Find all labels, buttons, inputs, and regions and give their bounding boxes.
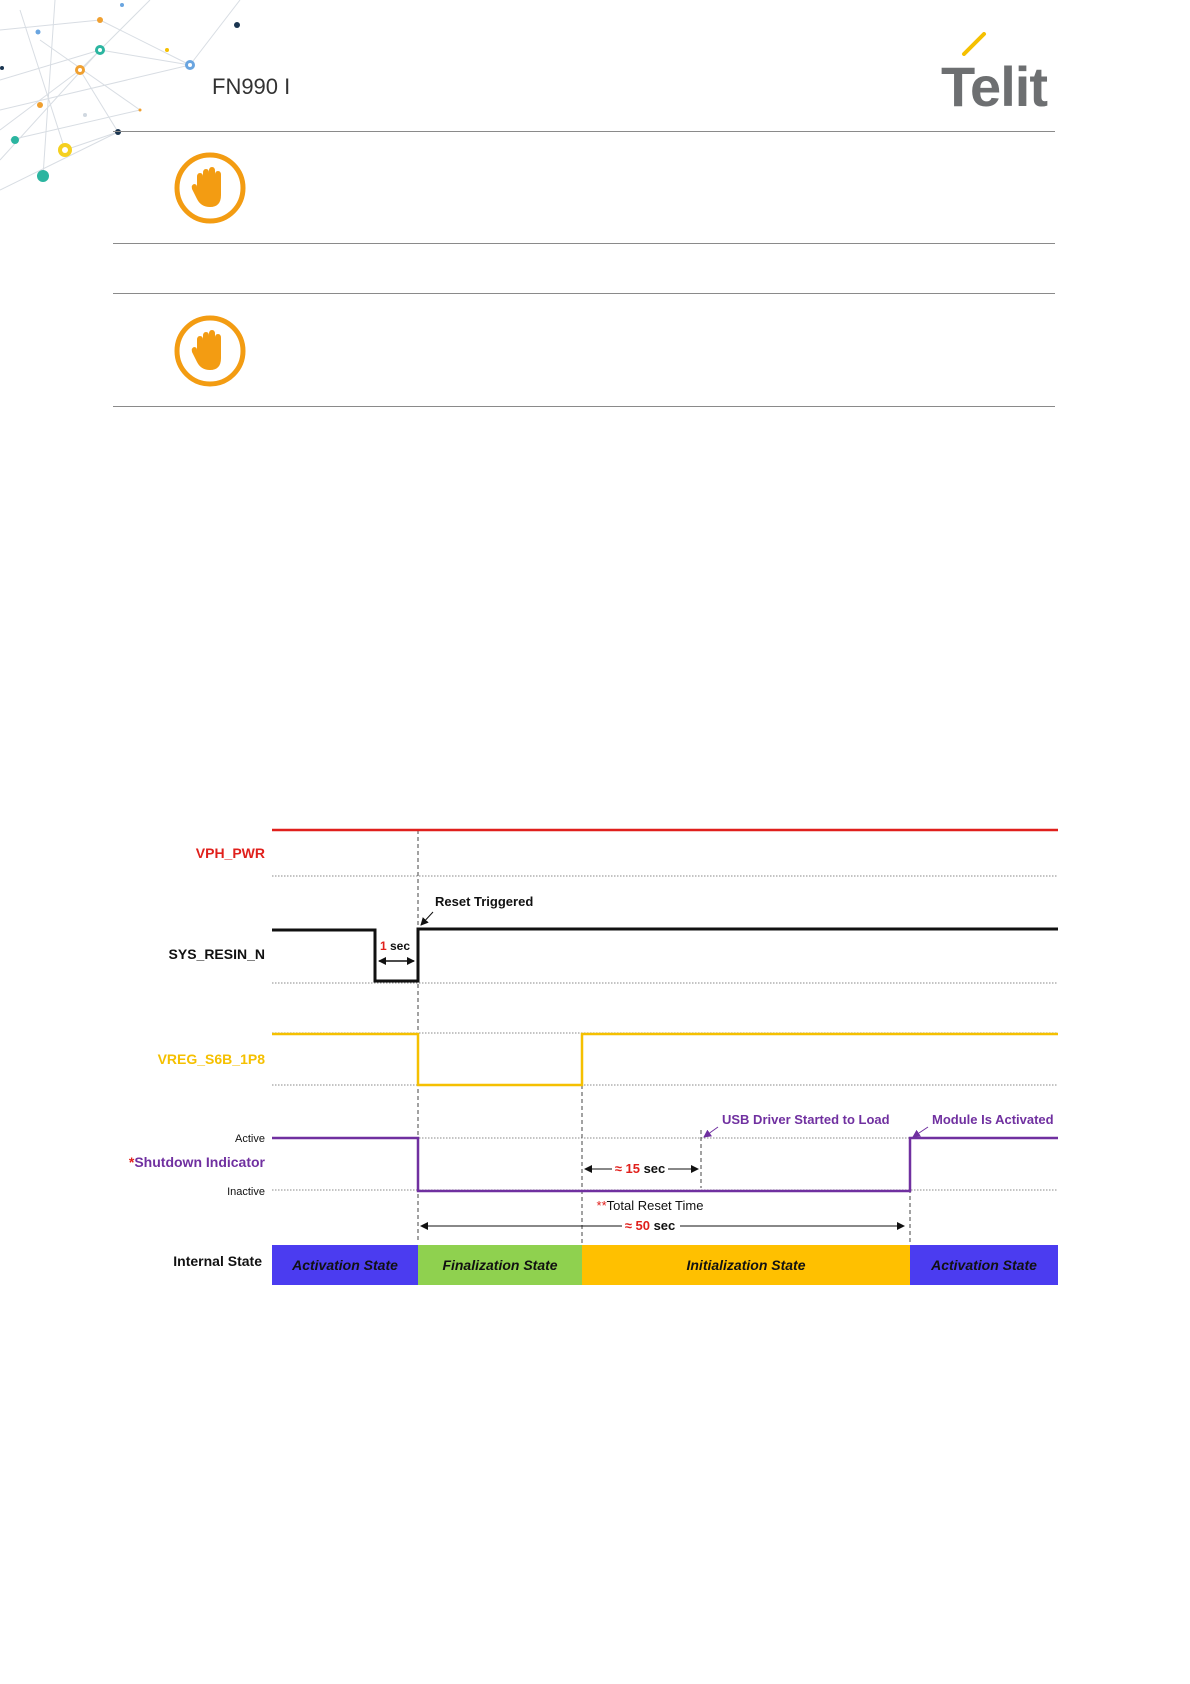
total-reset-time-label	[597, 1198, 704, 1213]
internal-state-label: Internal State	[173, 1253, 262, 1269]
active-label: Active	[235, 1133, 265, 1145]
fifty-sec-number: 50	[635, 1218, 650, 1233]
fifteen-sec-prefix: ≈	[614, 1161, 626, 1176]
vph-pwr-label: VPH_PWR	[195, 845, 265, 861]
document-title: FN990 I	[212, 74, 291, 99]
total-reset-text: Total Reset Time	[606, 1198, 704, 1213]
total-reset-stars: **	[596, 1198, 607, 1213]
module-activated-label: Module Is Activated	[932, 1112, 1054, 1127]
usb-driver-label: USB Driver Started to Load	[722, 1112, 890, 1127]
state-label-activation-1: Activation State	[292, 1257, 398, 1273]
reset-triggered-arrow	[421, 912, 433, 925]
sys-resin-waveform	[272, 929, 1058, 981]
module-activated-arrow	[913, 1127, 928, 1137]
fifteen-sec-unit: sec	[639, 1161, 666, 1176]
inactive-label: Inactive	[227, 1186, 265, 1198]
state-label-finalization: Finalization State	[442, 1257, 558, 1273]
one-sec-label	[380, 939, 410, 953]
shutdown-star: *	[128, 1154, 135, 1170]
fifty-sec-label	[625, 1218, 676, 1233]
fifty-sec-prefix: ≈	[624, 1218, 636, 1233]
fifty-sec-unit: sec	[649, 1218, 676, 1233]
shutdown-indicator-label	[129, 1154, 266, 1170]
reset-triggered-label: Reset Triggered	[435, 894, 534, 909]
usb-driver-arrow	[704, 1127, 718, 1137]
fifteen-sec-label	[615, 1161, 666, 1176]
telit-logo: Telit	[941, 55, 1047, 118]
vreg-label: VREG_S6B_1P8	[157, 1051, 265, 1067]
one-sec-number: 1	[379, 939, 387, 953]
state-label-initialization: Initialization State	[686, 1257, 806, 1273]
shutdown-text: Shutdown Indicator	[134, 1154, 265, 1170]
state-label-activation-2: Activation State	[931, 1257, 1037, 1273]
fifteen-sec-number: 15	[625, 1161, 640, 1176]
sys-resin-label: SYS_RESIN_N	[168, 946, 265, 962]
one-sec-unit: sec	[386, 939, 411, 953]
vreg-waveform	[272, 1034, 1058, 1085]
